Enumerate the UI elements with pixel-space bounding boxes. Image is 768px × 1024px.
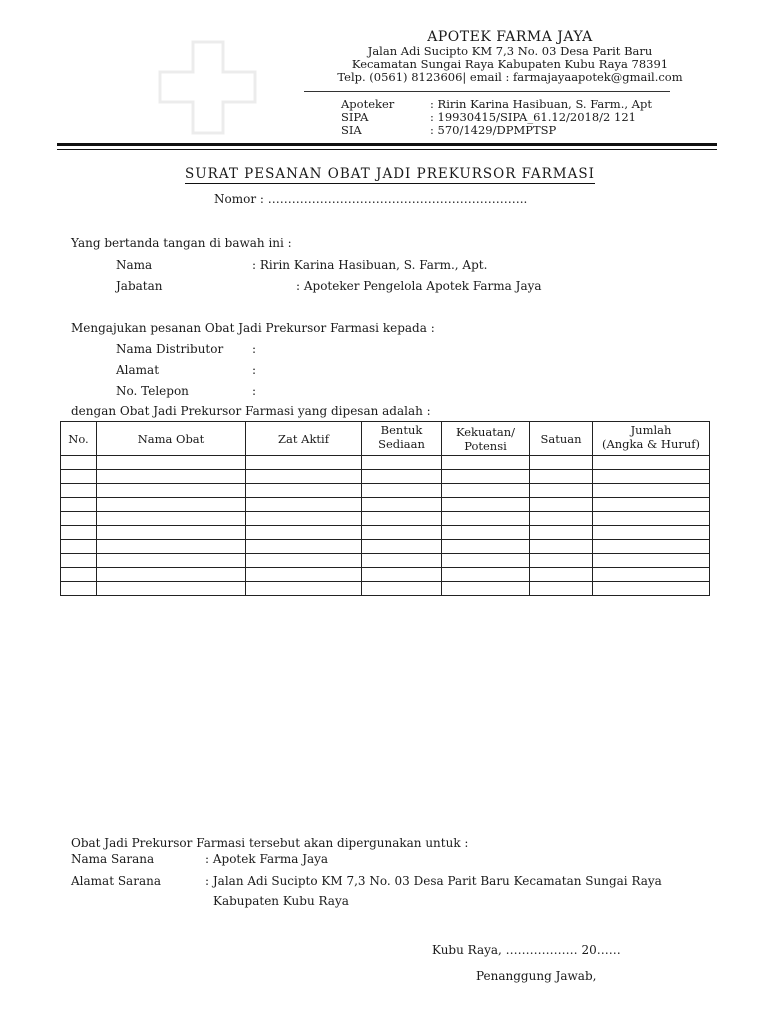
alamat-colon: : — [252, 363, 257, 377]
table-body — [61, 456, 710, 596]
telepon-label: No. Telepon — [116, 384, 189, 398]
sia-label: SIA — [341, 123, 362, 137]
table-cell — [593, 470, 710, 484]
table-header-row — [61, 422, 710, 456]
table-cell — [593, 540, 710, 554]
col-bentuk-sediaan: Bentuk Sediaan — [362, 422, 442, 456]
table-row — [61, 582, 710, 596]
table-cell — [362, 526, 442, 540]
table-cell — [530, 568, 593, 582]
table-cell — [530, 540, 593, 554]
table-cell — [97, 582, 246, 596]
table-cell — [362, 456, 442, 470]
table-cell — [442, 498, 530, 512]
table-cell — [362, 484, 442, 498]
letterhead-thick-rule — [57, 143, 717, 146]
table-row — [61, 484, 710, 498]
apoteker-label: Apoteker — [341, 97, 395, 111]
signer-intro: Yang bertanda tangan di bawah ini : — [71, 236, 292, 250]
table-cell — [593, 456, 710, 470]
sia-value: : 570/1429/DPMPTSP — [430, 123, 557, 137]
table-cell — [442, 568, 530, 582]
table-cell — [61, 554, 97, 568]
table-cell — [593, 554, 710, 568]
table-cell — [362, 582, 442, 596]
table-cell — [442, 456, 530, 470]
table-cell — [362, 568, 442, 582]
table-cell — [246, 470, 362, 484]
alamat-label: Alamat — [116, 363, 160, 377]
header-divider — [304, 91, 670, 92]
table-cell — [97, 540, 246, 554]
table-cell — [97, 498, 246, 512]
address-line-1: Jalan Adi Sucipto KM 7,3 No. 03 Desa Parit Baru — [367, 44, 653, 58]
apoteker-value: : Ririn Karina Hasibuan, S. Farm., Apt — [430, 97, 652, 111]
table-cell — [61, 526, 97, 540]
jabatan-value: : Apoteker Pengelola Apotek Farma Jaya — [296, 279, 542, 293]
nama-distributor-colon: : — [252, 342, 257, 356]
table-cell — [61, 456, 97, 470]
table-cell — [593, 484, 710, 498]
table-cell — [246, 484, 362, 498]
col-jumlah: Jumlah (Angka & Huruf) — [593, 422, 710, 456]
col-satuan: Satuan — [530, 422, 593, 456]
table-cell — [593, 498, 710, 512]
nama-value: : Ririn Karina Hasibuan, S. Farm., Apt. — [252, 258, 488, 272]
table-cell — [362, 512, 442, 526]
table-cell — [246, 554, 362, 568]
table-row — [61, 498, 710, 512]
pharmacy-cross-logo-icon — [155, 40, 260, 135]
distributor-intro: Mengajukan pesanan Obat Jadi Prekursor Farmasi kepada : — [71, 321, 435, 335]
table-cell — [246, 512, 362, 526]
table-cell — [362, 540, 442, 554]
table-row — [61, 554, 710, 568]
table-row — [61, 526, 710, 540]
table-cell — [97, 456, 246, 470]
table-cell — [61, 484, 97, 498]
table-cell — [246, 526, 362, 540]
table-cell — [442, 582, 530, 596]
col-no: No. — [61, 422, 97, 456]
nama-sarana-value: : Apotek Farma Jaya — [205, 852, 329, 866]
table-cell — [530, 582, 593, 596]
table-cell — [442, 526, 530, 540]
alamat-sarana-label: Alamat Sarana — [71, 874, 161, 888]
table-row — [61, 470, 710, 484]
document-title: SURAT PESANAN OBAT JADI PREKURSOR FARMASI — [185, 166, 595, 182]
table-cell — [593, 568, 710, 582]
table-cell — [97, 484, 246, 498]
col-nama-obat: Nama Obat — [97, 422, 246, 456]
table-cell — [61, 470, 97, 484]
table-cell — [61, 512, 97, 526]
nama-sarana-label: Nama Sarana — [71, 852, 155, 866]
usage-intro: Obat Jadi Prekursor Farmasi tersebut akan dipergunakan untuk : — [71, 836, 469, 850]
alamat-sarana-value: : Jalan Adi Sucipto KM 7,3 No. 03 Desa Parit Baru Kecamatan Sungai Raya — [205, 874, 662, 888]
responsible-role: Penanggung Jawab, — [476, 969, 597, 983]
table-row — [61, 512, 710, 526]
letterhead-thin-rule — [57, 149, 717, 150]
place-date: Kubu Raya, ……………… 20…… — [432, 943, 621, 957]
col-kekuatan: Kekuatan/ Potensi — [442, 422, 530, 456]
table-cell — [593, 526, 710, 540]
table-cell — [246, 540, 362, 554]
table-cell — [97, 568, 246, 582]
alamat-sarana-value-2: Kabupaten Kubu Raya — [213, 894, 349, 908]
table-cell — [530, 470, 593, 484]
pharmacy-name: APOTEK FARMA JAYA — [427, 29, 593, 45]
table-cell — [246, 456, 362, 470]
table-cell — [442, 484, 530, 498]
table-cell — [530, 484, 593, 498]
order-table — [60, 421, 710, 596]
nomor-field: Nomor : ……………………………………………………….. — [214, 192, 528, 206]
table-cell — [61, 568, 97, 582]
table-cell — [97, 470, 246, 484]
sipa-label: SIPA — [341, 110, 369, 124]
nama-label: Nama — [116, 258, 153, 272]
table-row — [61, 456, 710, 470]
table-row — [61, 540, 710, 554]
jabatan-label: Jabatan — [116, 279, 163, 293]
table-cell — [530, 498, 593, 512]
table-intro: dengan Obat Jadi Prekursor Farmasi yang dipesan adalah : — [71, 404, 431, 418]
table-cell — [593, 512, 710, 526]
table-cell — [530, 456, 593, 470]
table-cell — [442, 554, 530, 568]
table-cell — [97, 526, 246, 540]
table-cell — [442, 512, 530, 526]
table-cell — [530, 554, 593, 568]
table-cell — [593, 582, 710, 596]
table-cell — [362, 498, 442, 512]
address-line-2: Kecamatan Sungai Raya Kabupaten Kubu Raya 78391 — [351, 57, 669, 71]
nama-distributor-label: Nama Distributor — [116, 342, 224, 356]
table-cell — [530, 512, 593, 526]
sipa-value: : 19930415/SIPA_61.12/2018/2 121 — [430, 110, 636, 124]
table-cell — [246, 582, 362, 596]
col-zat-aktif: Zat Aktif — [246, 422, 362, 456]
table-cell — [362, 554, 442, 568]
contact-line: Telp. (0561) 8123606| email : farmajayaapotek@gmail.com — [337, 70, 683, 84]
table-cell — [61, 582, 97, 596]
table-cell — [97, 512, 246, 526]
table-cell — [97, 554, 246, 568]
table-cell — [530, 526, 593, 540]
table-cell — [246, 568, 362, 582]
table-cell — [246, 498, 362, 512]
table-cell — [61, 540, 97, 554]
telepon-colon: : — [252, 384, 257, 398]
table-cell — [442, 540, 530, 554]
table-cell — [61, 498, 97, 512]
table-row — [61, 568, 710, 582]
table-cell — [362, 470, 442, 484]
table-cell — [442, 470, 530, 484]
